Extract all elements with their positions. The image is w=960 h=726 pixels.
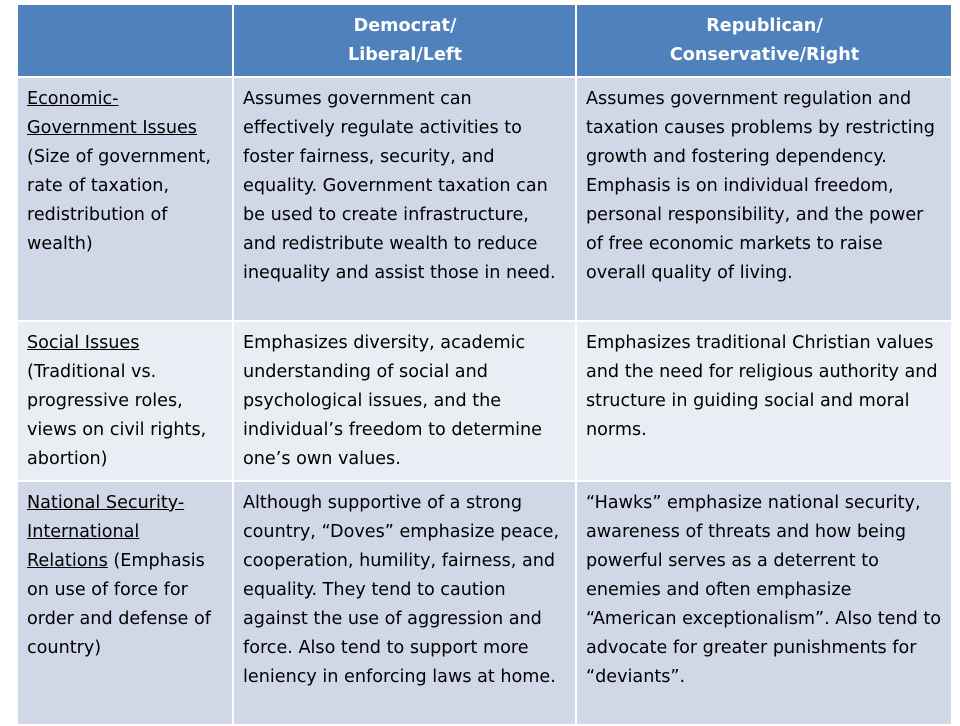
topic-detail: (Traditional vs. progressive roles, views on civil rights, abortion) [27, 362, 207, 469]
comparison-table [16, 3, 953, 726]
header-topic-cell [17, 4, 233, 77]
table-row-national-security [17, 481, 952, 725]
header-republican [576, 4, 952, 77]
table-row-economic [17, 77, 952, 321]
democrat-cell: Emphasizes diversity, academic understanding of social and psychological issues, and the individual’s freedom to determine one’s own values. [233, 321, 576, 481]
table-row-social [17, 321, 952, 481]
topic-title: Economic-Government Issues [27, 89, 197, 138]
topic-cell [17, 77, 233, 321]
topic-detail: (Emphasis on use of force for order and defense of country) [27, 551, 211, 658]
republican-cell: Assumes government regulation and taxation causes problems by restricting growth and fostering dependency. Emphasis is on individual freedom, personal responsibility, and the power of free economic markets to raise overall quality of living. [576, 77, 952, 321]
topic-detail: (Size of government, rate of taxation, redistribution of wealth) [27, 147, 211, 254]
header-democrat-line2: Liberal/Left [348, 45, 462, 65]
header-republican-line1: Republican/ [706, 16, 823, 36]
header-republican-line2: Conservative/Right [669, 45, 860, 65]
democrat-cell: Assumes government can effectively regulate activities to foster fairness, security, and equality. Government taxation can be used to create infrastructure, and redistribute wealth to reduce inequality and assist those in need. [233, 77, 576, 321]
topic-title: National Security-International Relations [27, 493, 185, 571]
republican-cell: “Hawks” emphasize national security, awareness of threats and how being powerful serves as a deterrent to enemies and often emphasize “American exceptionalism”. Also tend to advocate for greater punishments for “deviants”. [576, 481, 952, 725]
republican-cell: Emphasizes traditional Christian values and the need for religious authority and structure in guiding social and moral norms. [576, 321, 952, 481]
header-democrat [233, 4, 576, 77]
topic-cell [17, 321, 233, 481]
democrat-cell: Although supportive of a strong country, “Doves” emphasize peace, cooperation, humility, fairness, and equality. They tend to caution against the use of aggression and force. Also tend to support more leniency in enforcing laws at home. [233, 481, 576, 725]
header-democrat-line1: Democrat/ [353, 16, 457, 36]
header-row [17, 4, 952, 77]
topic-cell [17, 481, 233, 725]
topic-title: Social Issues [27, 333, 140, 353]
